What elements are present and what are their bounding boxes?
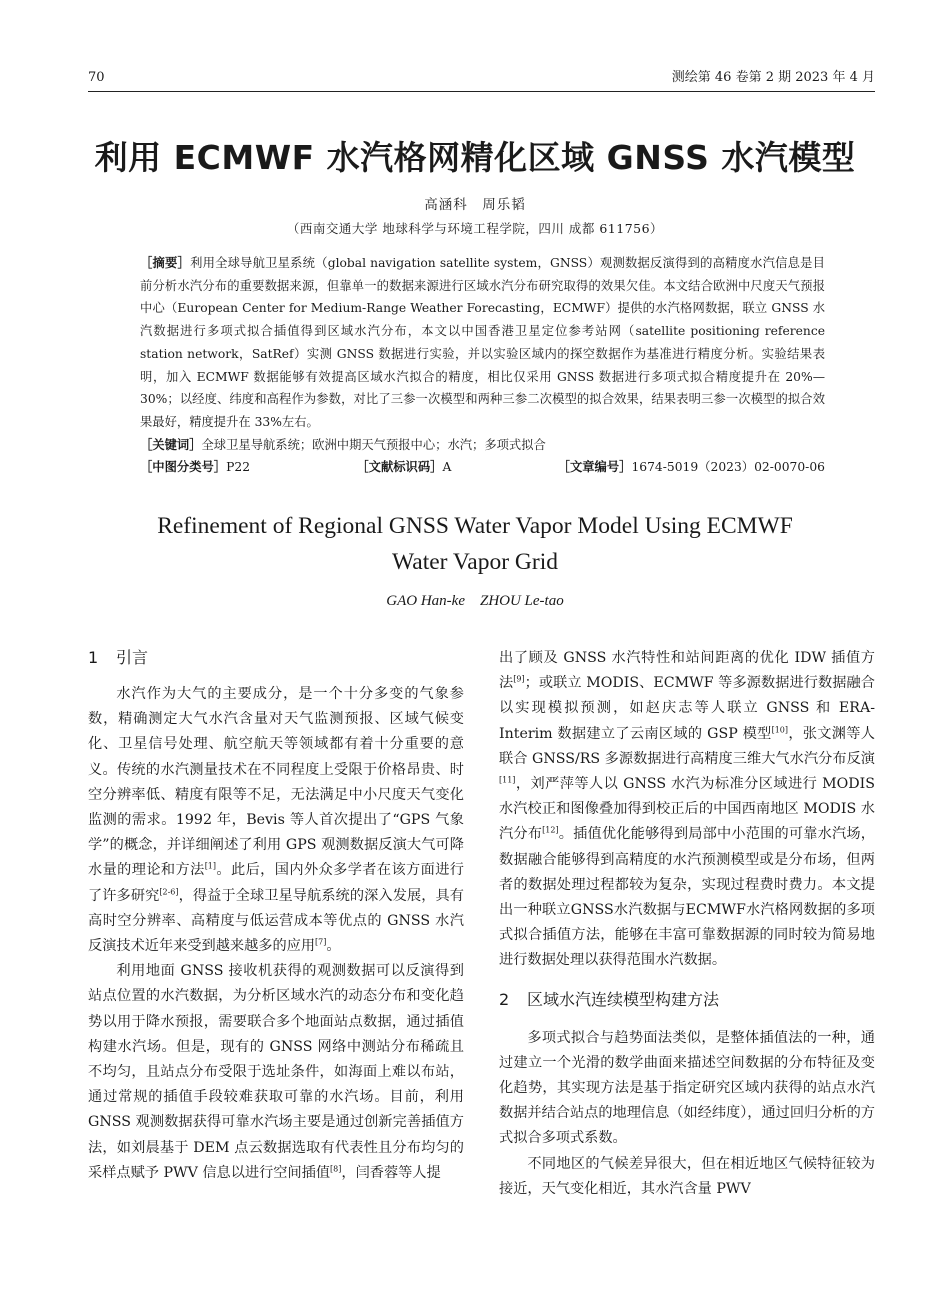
citation: [10] — [771, 724, 789, 734]
abstract-block — [140, 252, 825, 479]
article-label: ［文章编号］ — [557, 460, 632, 475]
text-run: ；或联立 MODIS、ECMWF 等多源数据进行数据融合以实现模拟预测，如赵庆志等人联立 GNSS 和 ERA-Interim 数据建立了云南区域的 GSP 模型 — [499, 675, 875, 742]
paper-title: 利用 ECMWF 水汽格网精化区域 GNSS 水汽模型 — [94, 138, 856, 177]
doc-label: ［文献标识码］ — [356, 460, 443, 475]
paragraph — [499, 646, 875, 974]
citation: [11] — [499, 775, 516, 785]
english-title-line2: Water Vapor Grid — [391, 549, 559, 575]
citation: [8] — [330, 1164, 342, 1174]
section-2-heading — [499, 988, 875, 1012]
section-1-heading — [88, 646, 464, 670]
page-number: 70 — [88, 70, 105, 85]
affiliation: （西南交通大学 地球科学与环境工程学院，四川 成都 611756） — [286, 221, 664, 236]
citation: [1] — [204, 861, 217, 871]
abstract-label: ［摘要］ — [140, 256, 191, 270]
paragraph: 多项式拟合与趋势面法类似，是整体插值法的一种，通过建立一个光滑的数学曲面来描述空间数据的分布特征及变化趋势，其实现方法是基于指定研究区域内获得的站点水汽数据并结合站点的地理信息（如经纬度），通过回归分析的方式拟合多项式系数。 — [499, 1029, 875, 1147]
text-run: 。此后，国内外众多学者在该方面进行了许多研究 — [88, 862, 464, 904]
paragraph: 不同地区的气候差异很大，但在相近地区气候特征较为接近，天气变化相近，其水汽含量 PWV — [499, 1155, 875, 1197]
article-value: 1674-5019（2023）02-0070-06 — [631, 460, 825, 475]
english-authors: GAO Han-ke ZHOU Le-tao — [386, 593, 564, 609]
text-run: 。插值优化能够得到局部中小范围的可靠水汽场，数据融合能够得到高精度的水汽预测模型或是分布场，但两者的数据处理过程都较为复杂，实现过程费时费力。本文提出一种联立GNSS水汽数据与ECMWF水汽格网数据的多项式拟合插值方法，能够在丰富可靠数据源的同时较为简易地进行数据处理以获得范围水汽数据。 — [499, 826, 875, 969]
text-run: 水汽作为大气的主要成分，是一个十分多变的气象参数，精确测定大气水汽含量对天气监测预报、区域气候变化、卫星信号处理、航空航天等领域都有着十分重要的意义。传统的水汽测量技术在不同程度上受限于价格昂贵、时空分辨率低、精度有限等不足，无法满足中小尺度天气变化监测的需求。1992 年，Bevis 等人首次提出了“GPS 气象学”的概念，并详细阐述了利用 GPS 观测数据反演大气可降水量的理论和方法 — [88, 686, 464, 879]
text-run: ，刘严萍等人以 GNSS 水汽为标准分区域进行 MODIS 水汽校正和图像叠加得到校正后的中国西南地区 MODIS 水汽分布 — [499, 776, 875, 843]
article-number — [558, 456, 825, 479]
citation: [9] — [513, 674, 525, 684]
section-1-title: 引言 — [116, 648, 149, 667]
clc-label: ［中图分类号］ — [140, 460, 227, 475]
paragraph — [88, 959, 464, 1186]
abstract — [140, 252, 825, 434]
text-run: 利用地面 GNSS 接收机获得的观测数据可以反演得到站点位置的水汽数据，为分析区域水汽的动态分布和变化趋势以用于降水预报，需要联合多个地面站点数据，通过插值构建水汽场。但是，现有的 GNSS 网络中测站分布稀疏且不均匀，且站点分布受限于选址条件，如海面上难以布站，通过常规的插值手段较难获取可靠的水汽场。目前，利用 GNSS 观测数据获得可靠水汽场主要是通过创新完善插值方法，如刘晨基于 DEM 点云数据选取有代表性且分布均匀的采样点赋予 PWV 信息以进行空间插值 — [88, 963, 464, 1181]
text-run: ，得益于全球卫星导航系统的深入发展，具有高时空分辨率、高精度与低运营成本等优点的 GNSS 水汽反演技术近年来受到越来越多的应用 — [88, 887, 464, 955]
text-run: ，张文渊等人联合 GNSS/RS 多源数据进行高精度三维大气水汽分布反演 — [499, 725, 875, 767]
left-column — [88, 646, 464, 1186]
section-2-number: 2 — [499, 989, 510, 1009]
english-title-line1: Refinement of Regional GNSS Water Vapor Model Using ECMWF — [157, 513, 793, 539]
section-1-number: 1 — [88, 648, 99, 667]
citation: [2-6] — [159, 886, 179, 896]
clc-number — [140, 456, 250, 479]
document-code — [356, 456, 451, 479]
citation: [12] — [542, 825, 559, 835]
section-2-title: 区域水汽连续模型构建方法 — [527, 989, 720, 1009]
text-run: 。 — [326, 938, 341, 955]
journal-info: 测绘第 46 卷第 2 期 2023 年 4 月 — [671, 70, 875, 85]
paragraph — [88, 682, 464, 959]
doc-value: A — [442, 460, 452, 475]
authors: 高涵科 周乐韬 — [424, 197, 526, 213]
classification-row — [140, 456, 825, 479]
citation: [7] — [315, 937, 327, 947]
right-column — [499, 646, 875, 1202]
keywords — [140, 434, 825, 457]
keywords-label: ［关键词］ — [140, 437, 202, 452]
clc-value: P22 — [226, 460, 251, 475]
text-run: ，闫香蓉等人提 — [341, 1164, 441, 1181]
running-header — [88, 66, 875, 92]
text-run: 出了顾及 GNSS 水汽特性和站间距离的优化 IDW 插值方法 — [499, 650, 875, 692]
abstract-text: 利用全球导航卫星系统（global navigation satellite system，GNSS）观测数据反演得到的高精度水汽信息是目前分析水汽分布的重要数据来源，但靠单一的数据来源进行区域水汽分布研究取得的效果欠佳。本文结合欧洲中尺度天气预报中心（European Center for Medium-Range Weather Forecasting，ECMWF）提供的水汽格网数据，联立 GNSS 水汽数据进行多项式拟合插值得到区域水汽分布，本文以中国香港卫星定位参考站网（satellite positioning reference station network，SatRef）实测 GNSS 数据进行实验，并以实验区域内的探空数据作为基准进行精度分析。实验结果表明，加入 ECMWF 数据能够有效提高区域水汽拟合的精度，相比仅采用 GNSS 数据进行多项式拟合精度提升在 20%—30%；以经度、纬度和高程作为参数，对比了三参一次模型和两种三参二次模型的拟合效果，结果表明三参一次模型的拟合效果最好，精度提升在 33%左右。 — [140, 256, 825, 429]
keywords-text: 全球卫星导航系统；欧洲中期天气预报中心；水汽；多项式拟合 — [201, 437, 546, 452]
english-title — [0, 508, 950, 580]
